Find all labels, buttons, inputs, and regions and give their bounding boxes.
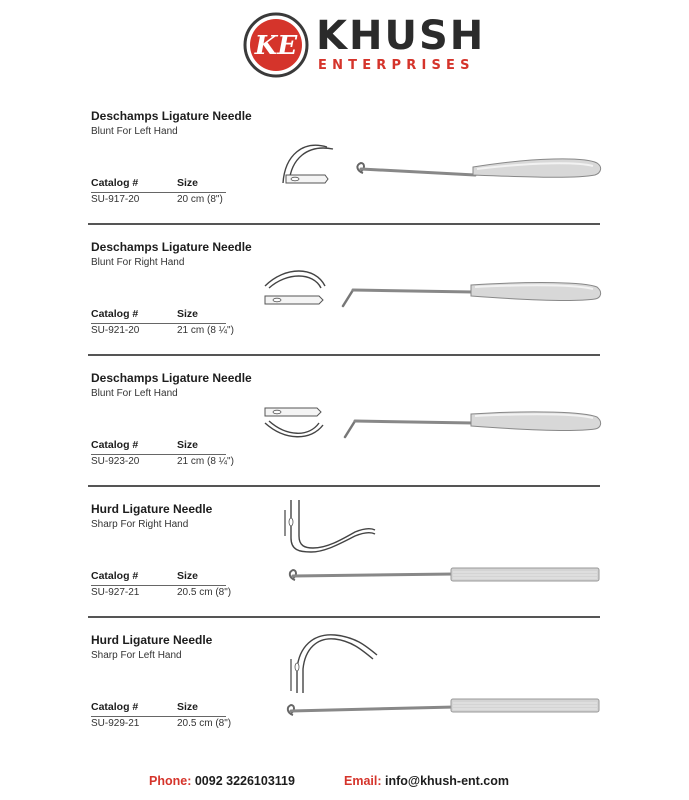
footer (0, 768, 689, 798)
product-title: Deschamps Ligature Needle (91, 371, 252, 385)
product-title: Hurd Ligature Needle (91, 502, 213, 516)
product-title: Hurd Ligature Needle (91, 633, 213, 647)
deschamps-needle-illustration (255, 95, 615, 220)
size-value: 20 cm (8") (177, 194, 223, 205)
product-subtitle: Blunt For Left Hand (91, 388, 178, 399)
table-header (91, 701, 226, 717)
size-value: 21 cm (8 ¼") (177, 456, 234, 467)
email-address[interactable]: info@khush-ent.com (385, 774, 509, 788)
brand-name: KHUSH (316, 13, 486, 59)
deschamps-needle-illustration (255, 357, 615, 482)
table-row (91, 718, 251, 732)
brand-subtitle: ENTERPRISES (318, 58, 475, 73)
catalog-header: Catalog # (91, 570, 139, 582)
table-header (91, 308, 226, 324)
size-header: Size (177, 308, 199, 320)
size-header: Size (177, 570, 199, 582)
catalog-header: Catalog # (91, 439, 139, 451)
product-subtitle: Blunt For Right Hand (91, 257, 185, 268)
brand-logo (243, 12, 309, 78)
email-contact (344, 774, 509, 788)
size-value: 21 cm (8 ¼") (177, 325, 234, 336)
product-subtitle: Sharp For Right Hand (91, 519, 189, 530)
hurd-needle-illustration (255, 619, 615, 744)
product-entry (0, 357, 689, 488)
table-row (91, 587, 251, 601)
header (0, 0, 689, 95)
logo-letters: KE (254, 31, 298, 61)
catalog-number: SU-927-21 (91, 587, 140, 598)
table-header (91, 439, 226, 455)
catalog-header: Catalog # (91, 308, 139, 320)
size-value: 20.5 cm (8") (177, 587, 232, 598)
section-divider (88, 354, 600, 356)
table-header (91, 570, 226, 586)
phone-contact (149, 774, 295, 788)
hurd-needle-illustration (255, 488, 615, 613)
product-entry (0, 95, 689, 226)
section-divider (88, 616, 600, 618)
email-label: Email: (344, 774, 382, 788)
phone-number[interactable]: 0092 3226103119 (194, 774, 295, 788)
catalog-number: SU-923-20 (91, 456, 140, 467)
size-value: 20.5 cm (8") (177, 718, 232, 729)
deschamps-needle-illustration (255, 226, 615, 351)
table-row (91, 194, 251, 208)
product-title: Deschamps Ligature Needle (91, 240, 252, 254)
section-divider (88, 223, 600, 225)
product-entry (0, 619, 689, 750)
catalog-number: SU-917-20 (91, 194, 140, 205)
product-entry (0, 226, 689, 357)
size-header: Size (177, 439, 199, 451)
section-divider (88, 485, 600, 487)
table-header (91, 177, 226, 193)
catalog-number: SU-929-21 (91, 718, 140, 729)
catalog-number: SU-921-20 (91, 325, 140, 336)
size-header: Size (177, 701, 199, 713)
table-row (91, 325, 251, 339)
size-header: Size (177, 177, 199, 189)
product-subtitle: Sharp For Left Hand (91, 650, 182, 661)
product-subtitle: Blunt For Left Hand (91, 126, 178, 137)
catalog-header: Catalog # (91, 701, 139, 713)
phone-label: Phone: (149, 774, 192, 788)
table-row (91, 456, 251, 470)
product-entry (0, 488, 689, 619)
product-title: Deschamps Ligature Needle (91, 109, 252, 123)
catalog-header: Catalog # (91, 177, 139, 189)
